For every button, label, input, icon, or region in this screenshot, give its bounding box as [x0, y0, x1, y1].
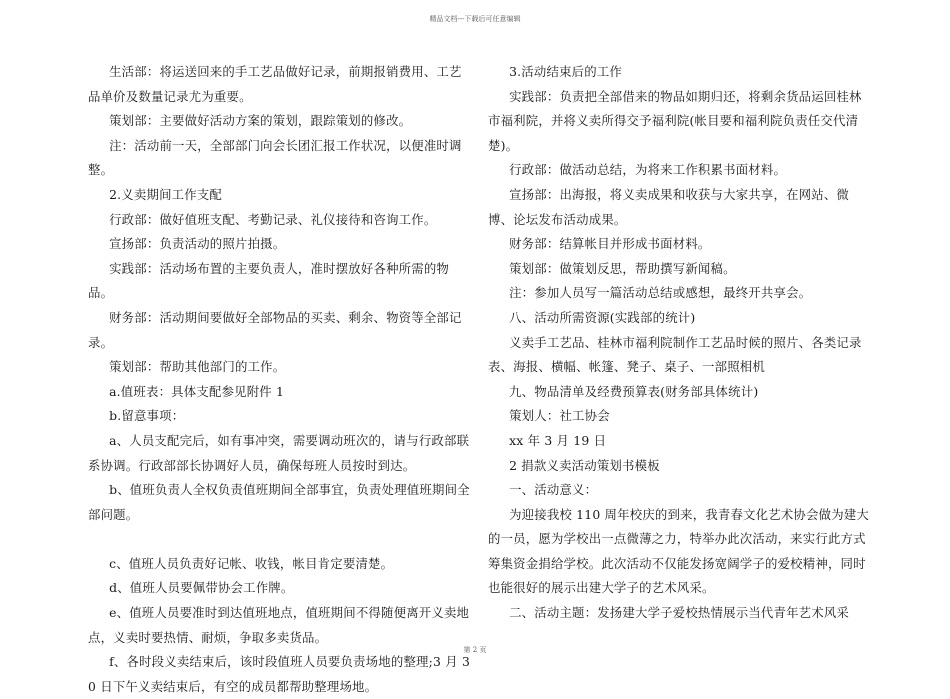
paragraph: 宣扬部：出海报，将义卖成果和收获与大家共享，在网站、微博、论坛发布活动成果。 — [488, 186, 850, 227]
paragraph: 策划部：帮助其他部门的工作。 — [109, 359, 286, 375]
date-line: xx 年 3 月 19 日 — [509, 432, 607, 448]
paragraph: f、各时段义卖结束后，该时段值班人员要负责场地的整理;3 月 30 日下午义卖结束后，有空的成员都帮助整理场地。 — [88, 654, 471, 694]
paragraph: 行政部：做好值班支配、考勤记录、礼仪接待和咨询工作。 — [109, 211, 437, 227]
paragraph: 为迎接我校 110 周年校庆的到来，我青春文化艺术协会做为建大的一员，愿为学校出一点微薄之力，特举办此次活动，来实行此方式筹集资金捐给学校。此次活动不仅能发扬宽阔学子的爱校精神，同时也能很好的展示出建大学子的艺术风采。 — [488, 506, 869, 596]
section-heading: 八、活动所需资源(实践部的统计) — [509, 309, 696, 325]
paragraph: 宣扬部：负责活动的照片拍摄。 — [109, 236, 286, 252]
paragraph: b.留意事项： — [109, 408, 185, 424]
right-column — [488, 60, 872, 626]
paragraph: 注：活动前一天，全部部门向会长团汇报工作状况，以便准时调整。 — [88, 137, 462, 178]
page-number: 第 2 页 — [463, 646, 487, 654]
paragraph: b、值班负责人全权负责值班期间全部事宜，负责处理值班期间全部问题。 — [88, 482, 470, 522]
paragraph: d、值班人员要佩带协会工作牌。 — [109, 580, 294, 596]
paragraph: 注：参加人员写一篇活动总结或感想，最终开共享会。 — [509, 285, 812, 301]
section-heading: 2.义卖期间工作支配 — [109, 186, 223, 202]
paragraph: 生活部：将运送回来的手工艺品做好记录，前期报销费用、工艺品单价及数量记录尤为重要。 — [88, 64, 462, 104]
paragraph: 策划部：主要做好活动方案的策划，跟踪策划的修改。 — [109, 113, 412, 129]
section-heading: 3.活动结束后的工作 — [509, 64, 623, 79]
paragraph: 行政部：做活动总结，为将来工作积累书面材料。 — [509, 162, 787, 178]
paragraph: 策划部：做策划反思，帮助撰写新闻稿。 — [509, 260, 736, 276]
paragraph: 策划人：社工协会 — [509, 408, 610, 424]
blank-line — [88, 527, 472, 552]
paragraph: c、值班人员负责好记帐、收钱，帐目肯定要清楚。 — [109, 555, 394, 571]
left-column — [88, 60, 472, 699]
section-heading: 一、活动意义： — [509, 482, 598, 498]
paragraph: 实践部：负责把全部借来的物品如期归还，将剩余货品运回桂林市福利院，并将义卖所得交予福利院(帐目要和福利院负责任交代清楚)。 — [488, 88, 862, 153]
paragraph: a.值班表：具体支配参见附件 1 — [109, 383, 285, 399]
paragraph: a、人员支配完后，如有事冲突，需要调动班次的，请与行政部联系协调。行政部部长协调好人员，确保每班人员按时到达。 — [88, 432, 470, 473]
document-title: 2 捐款义卖活动策划书模板 — [509, 457, 660, 473]
paragraph: e、值班人员要准时到达值班地点，值班期间不得随便离开义卖地点，义卖时要热情、耐烦，争取多卖货品。 — [88, 605, 470, 645]
page-header: 精品文档---下载后可任意编辑 — [429, 15, 521, 23]
paragraph: 义卖手工艺品、桂林市福利院制作工艺品时候的照片、各类记录表、海报、横幅、帐篷、凳子、桌子、一部照相机 — [488, 334, 862, 375]
section-heading: 九、物品清单及经费预算表(财务部具体统计) — [509, 383, 759, 399]
section-heading: 二、活动主题：发扬建大学子爱校热情展示当代青年艺术风采 — [509, 605, 850, 621]
paragraph: 财务部：活动期间要做好全部物品的买卖、剩余、物资等全部记录。 — [88, 309, 462, 350]
paragraph: 实践部：活动场布置的主要负责人，准时摆放好各种所需的物品。 — [88, 260, 450, 301]
paragraph: 财务部：结算帐目并形成书面材料。 — [509, 236, 711, 252]
